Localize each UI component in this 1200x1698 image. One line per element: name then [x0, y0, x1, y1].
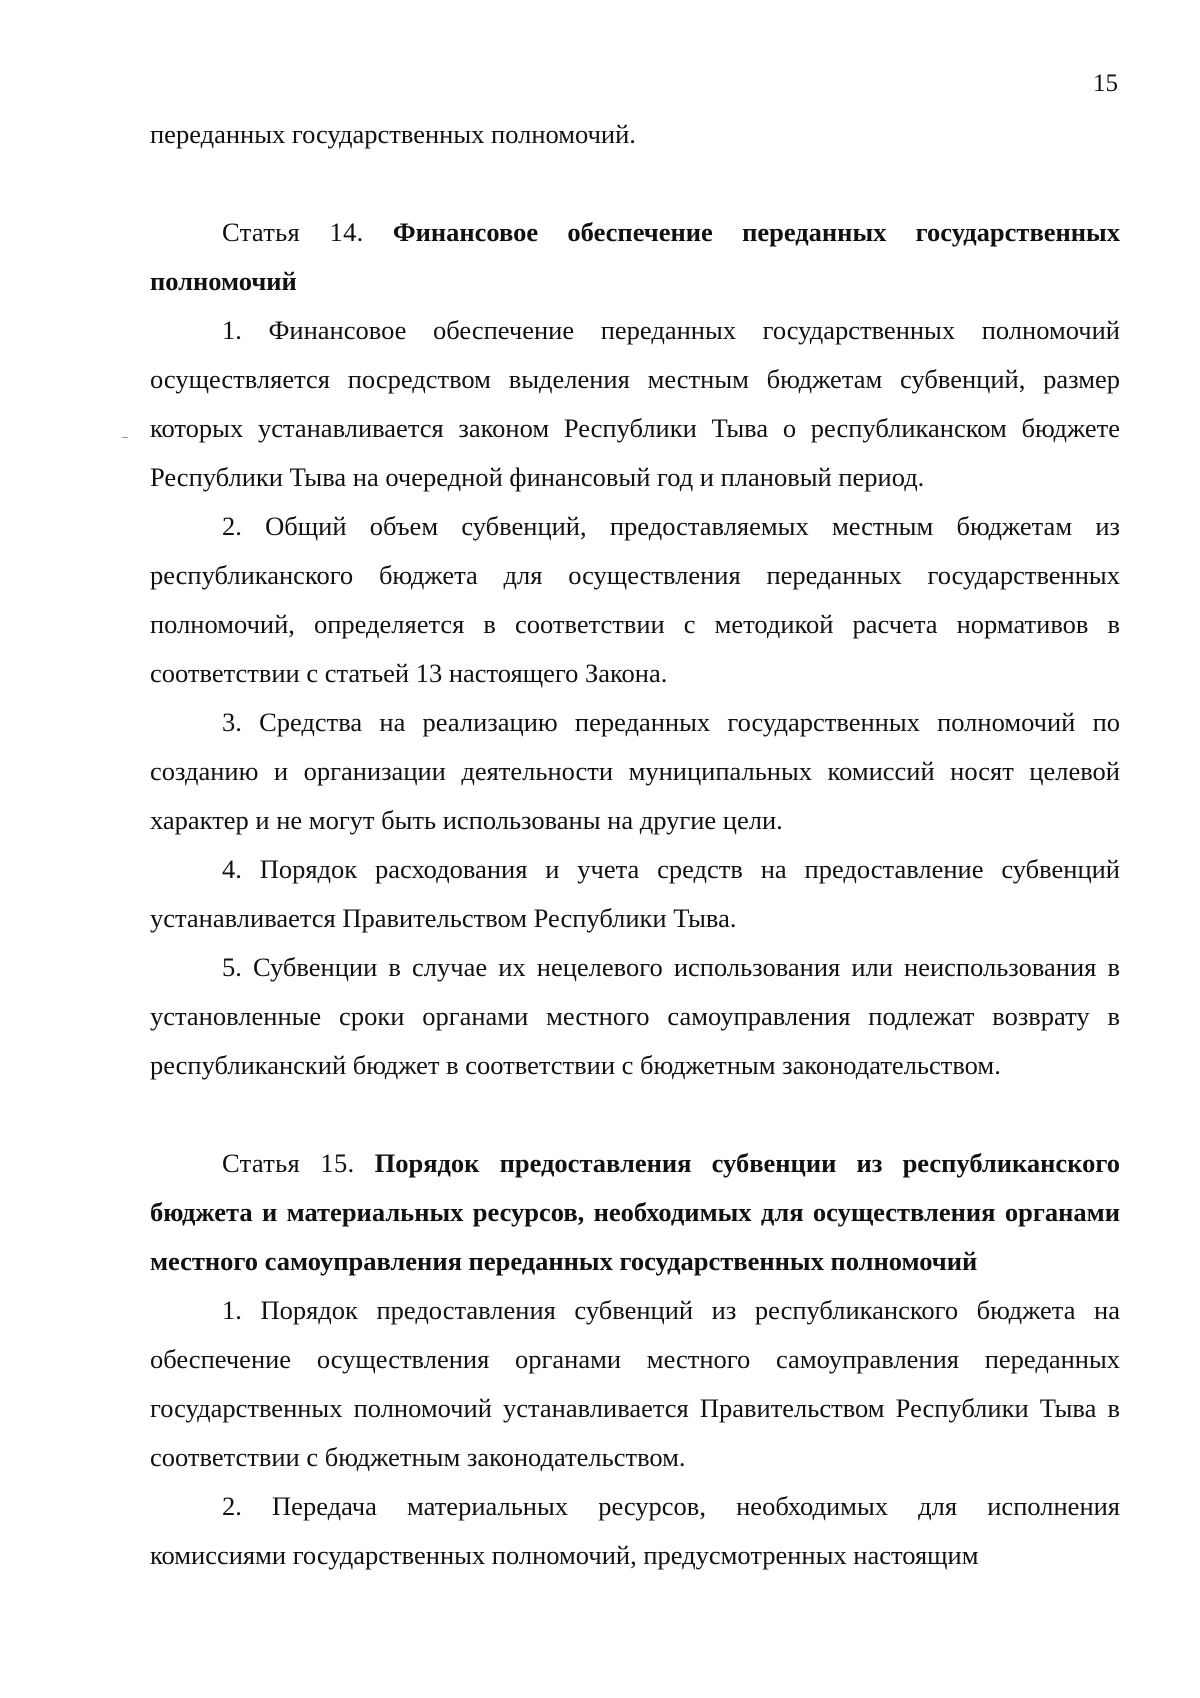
article-15-label: Статья 15.: [222, 1148, 355, 1178]
article-15-heading: [150, 1139, 1120, 1286]
continuation-text: переданных государственных полномочий.: [150, 119, 636, 149]
article-14-heading: [150, 208, 1120, 306]
article-14-paragraph-3: 3. Средства на реализацию переданных государственных полномочий по созданию и организации деятельности муниципальных комиссий носят целевой характер и не могут быть использованы на другие цели.: [150, 707, 1120, 835]
article-14-title: Финансовое обеспечение переданных государственных полномочий: [150, 217, 1120, 296]
article-14-paragraph-5: 5. Субвенции в случае их нецелевого использования или неиспользования в установленные сроки органами местного самоуправления подлежат возврату в республиканский бюджет в соответствии с бюджетным законодательством.: [150, 952, 1120, 1080]
scan-mark: [122, 437, 128, 438]
article-14-paragraph-2: 2. Общий объем субвенций, предоставляемых местным бюджетам из республиканского бюджета для осуществления переданных государственных полномочий, определяется в соответствии с методикой расчета нормативов в соответствии с статьей 13 настоящего Закона.: [150, 511, 1120, 688]
article-14-paragraph-4: 4. Порядок расходования и учета средств на предоставление субвенций устанавливается Правительством Республики Тыва.: [150, 854, 1120, 933]
document-body: [150, 110, 1120, 1580]
article-15-paragraph-1: 1. Порядок предоставления субвенций из республиканского бюджета на обеспечение осуществления органами местного самоуправления переданных государственных полномочий устанавливается Правительством Республики Тыва в соответствии с бюджетным законодательством.: [150, 1295, 1120, 1472]
article-14-paragraph-1: 1. Финансовое обеспечение переданных государственных полномочий осуществляется посредством выделения местным бюджетам субвенций, размер которых устанавливается законом Республики Тыва о республиканском бюджете Республики Тыва на очередной финансовый год и плановый период.: [150, 315, 1120, 492]
page-number: 15: [1093, 70, 1118, 97]
article-14-label: Статья 14.: [222, 217, 364, 247]
article-15-paragraph-2: 2. Передача материальных ресурсов, необходимых для исполнения комиссиями государственных полномочий, предусмотренных настоящим: [150, 1491, 1120, 1570]
article-15-title: Порядок предоставления субвенции из республиканского бюджета и материальных ресурсов, необходимых для осуществления органами местного самоуправления переданных государственных полномочий: [150, 1148, 1120, 1276]
